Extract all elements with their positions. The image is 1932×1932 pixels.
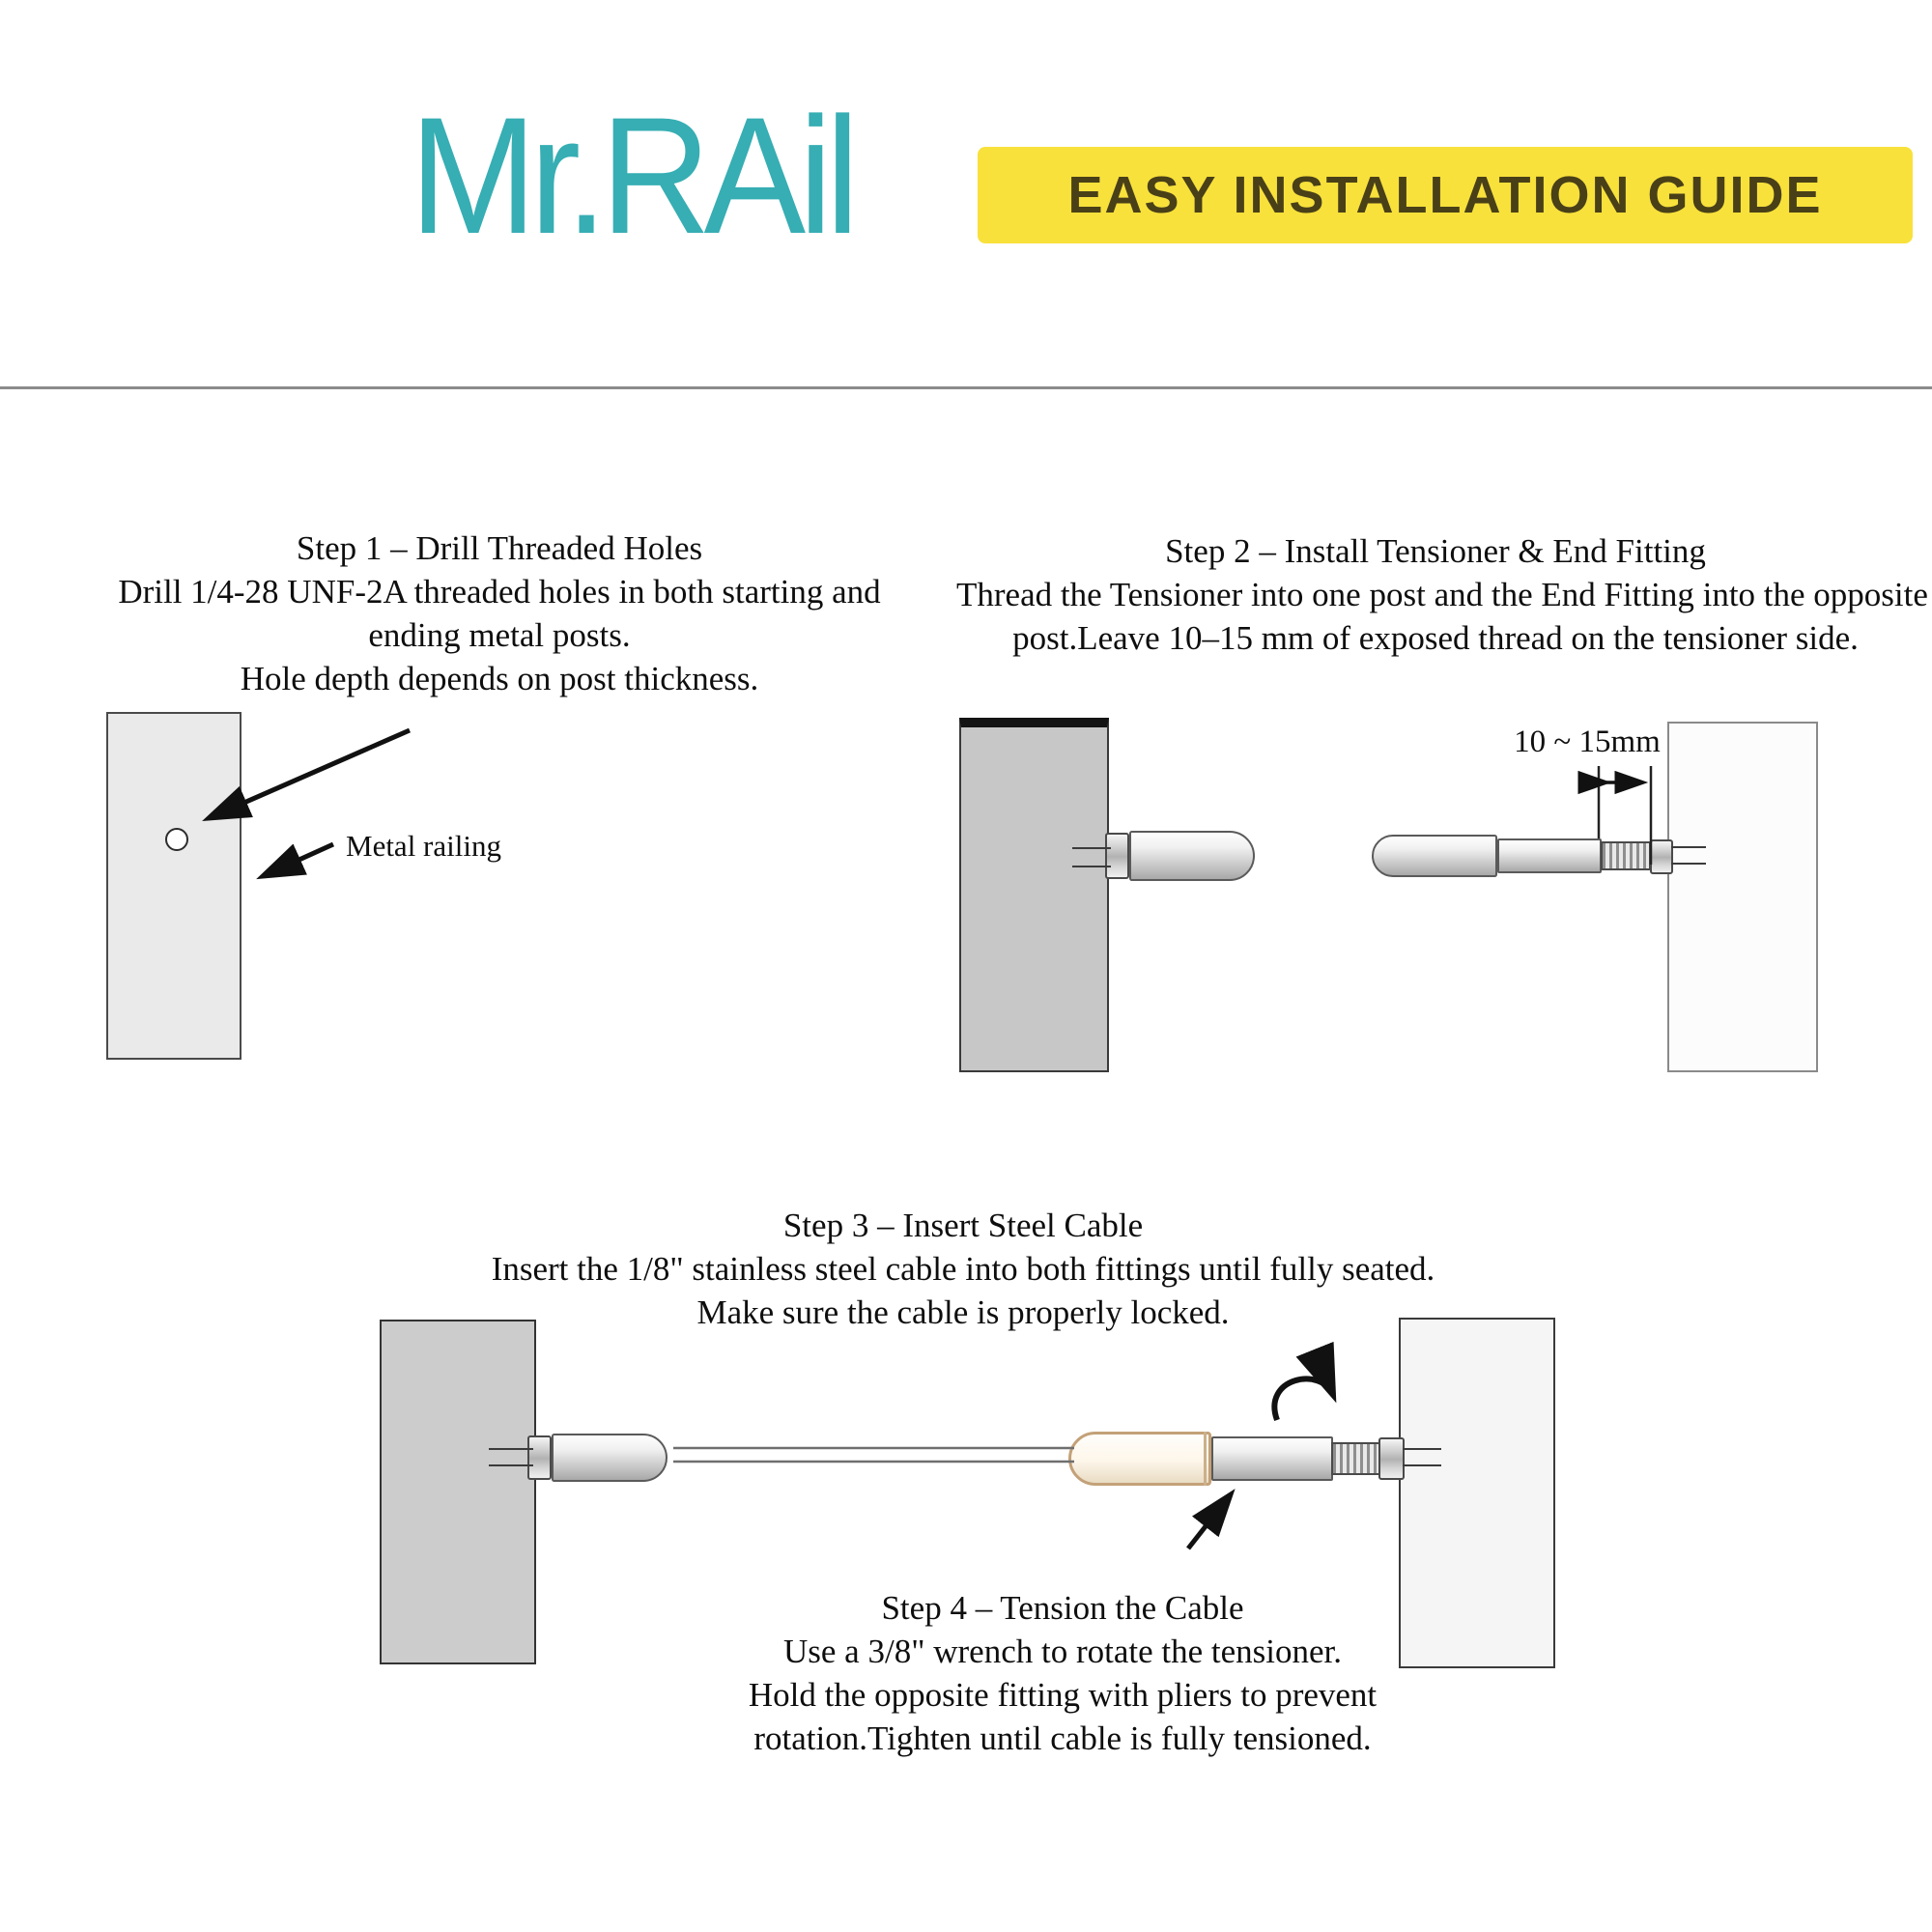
right-post-hole-lines (1671, 847, 1706, 864)
brand-logo: Mr.RAil (410, 83, 853, 269)
thread-gap-dimension: 10 ~ 15mm (1514, 724, 1661, 759)
step4-line: rotation.Tighten until cable is fully tensioned. (753, 1719, 1372, 1757)
step4-line: Use a 3/8" wrench to rotate the tensioner. (783, 1633, 1342, 1670)
step1-line: ending metal posts. (368, 616, 631, 654)
step1-title: Step 1 – Drill Threaded Holes (296, 529, 703, 567)
step3-line: Make sure the cable is properly locked. (696, 1293, 1230, 1331)
step3-line: Insert the 1/8" stainless steel cable into both fittings until fully seated. (491, 1250, 1435, 1288)
step4-title: Step 4 – Tension the Cable (881, 1589, 1244, 1627)
step1-line: Drill 1/4-28 UNF-2A threaded holes in both starting and (118, 573, 881, 611)
metal-railing-label: Metal railing (346, 829, 501, 863)
steel-cable (673, 1448, 1074, 1462)
drill-hole-arrow (209, 730, 410, 818)
rotation-arrow-icon (1274, 1378, 1333, 1420)
step3-left-hole-lines (489, 1449, 533, 1465)
step2-line: Thread the Tensioner into one post and the End Fitting into the opposite (956, 576, 1928, 613)
step2-line: post.Leave 10–15 mm of exposed thread on the tensioner side. (1012, 619, 1859, 657)
step3-right-hole-lines (1403, 1449, 1441, 1465)
tensioner-pointer-arrow (1188, 1494, 1231, 1548)
step3-title: Step 3 – Insert Steel Cable (782, 1207, 1144, 1244)
guide-title: EASY INSTALLATION GUIDE (1067, 166, 1823, 224)
metal-railing-arrow (263, 844, 333, 876)
step2-title: Step 2 – Install Tensioner & End Fitting (1165, 532, 1706, 570)
step4-line: Hold the opposite fitting with pliers to prevent (748, 1676, 1378, 1714)
left-post-hole-lines (1072, 848, 1111, 867)
step1-line: Hole depth depends on post thickness. (240, 660, 759, 697)
